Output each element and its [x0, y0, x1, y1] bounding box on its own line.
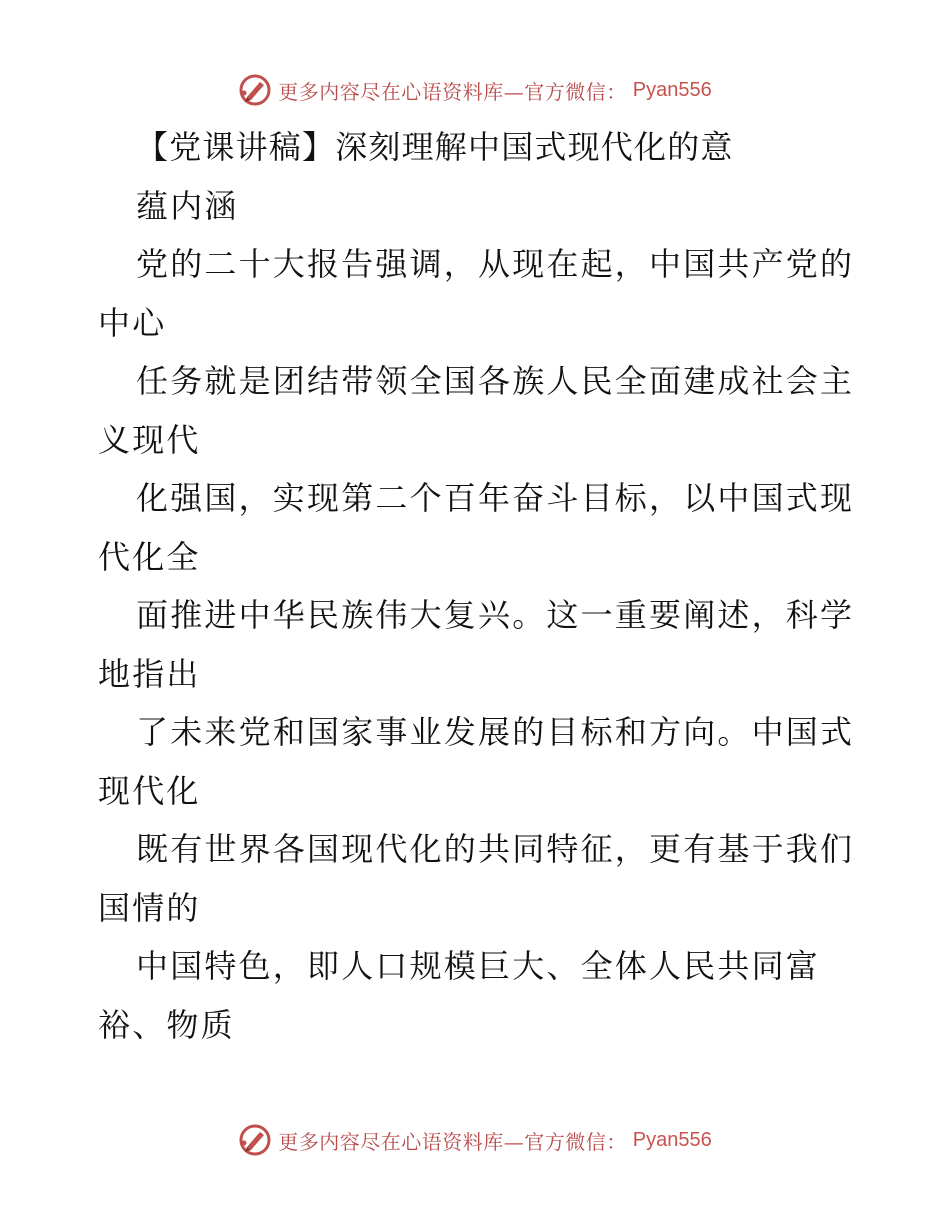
pen-logo-icon	[238, 1123, 272, 1157]
paragraph-line: 义现代	[98, 420, 201, 459]
watermark-text: 更多内容尽在心语资料库—官方微信：	[278, 79, 627, 104]
document-title-line-1: 【党课讲稿】深刻理解中国式现代化的意	[136, 128, 734, 166]
paragraph-line: 现代化	[98, 771, 201, 810]
paragraph-line: 党的二十大报告强调，从现在起，中国共产党的	[136, 245, 855, 283]
paragraph-line: 裕、物质	[98, 1005, 235, 1044]
paragraph-line: 中心	[98, 303, 167, 342]
paragraph-line: 面推进中华民族伟大复兴。这一重要阐述，科学	[136, 596, 855, 634]
paragraph-line: 国情的	[98, 888, 201, 927]
pen-logo-icon	[238, 73, 272, 107]
paragraph-line: 化强国，实现第二个百年奋斗目标，以中国式现	[136, 479, 855, 517]
watermark-wechat-id: Pyan556	[632, 78, 712, 101]
watermark-wechat-id: Pyan556	[632, 1128, 712, 1151]
footer-watermark	[0, 1120, 950, 1160]
paragraph-line: 代化全	[98, 537, 201, 576]
document-body	[98, 118, 858, 1054]
document-title-line-2: 蕴内涵	[136, 186, 239, 225]
paragraph-line: 既有世界各国现代化的共同特征，更有基于我们	[136, 830, 855, 868]
watermark-text: 更多内容尽在心语资料库—官方微信：	[278, 1129, 627, 1154]
header-watermark	[0, 70, 950, 110]
paragraph-line: 中国特色，即人口规模巨大、全体人民共同富	[136, 947, 821, 985]
paragraph-line: 地指出	[98, 654, 201, 693]
paragraph-line: 任务就是团结带领全国各族人民全面建成社会主	[136, 362, 855, 400]
paragraph-line: 了未来党和国家事业发展的目标和方向。中国式	[136, 713, 855, 751]
